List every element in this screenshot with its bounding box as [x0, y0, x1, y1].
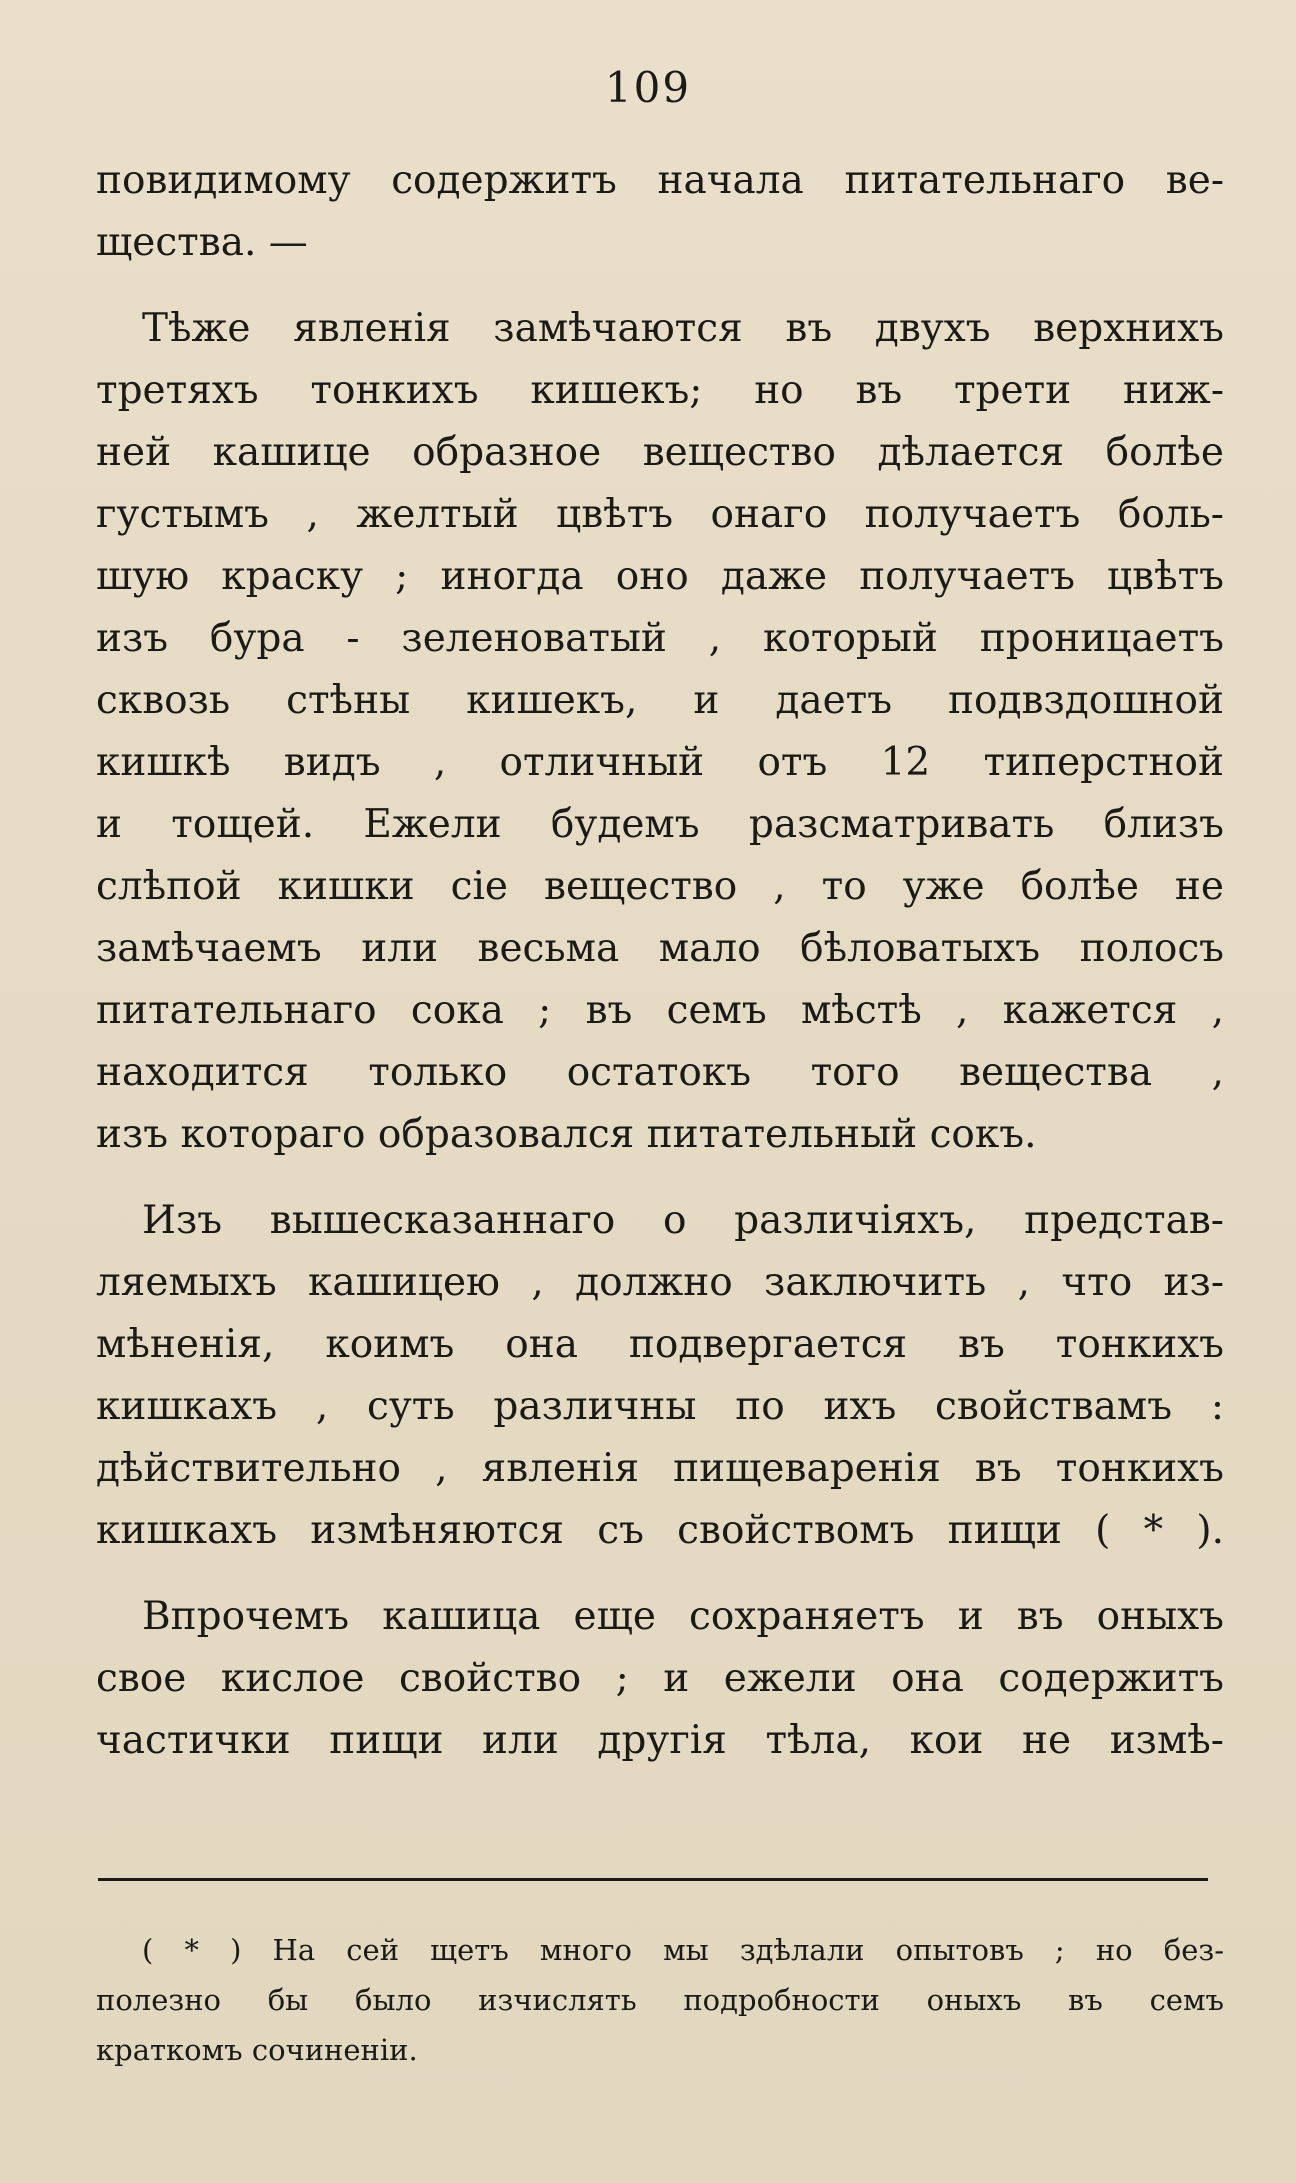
text-line: Впрочемъ кашица еще сохраняетъ и въ оныхъ — [142, 1594, 1224, 1639]
text-line: изъ котораго образовался питательный сокъ. — [96, 1112, 1037, 1157]
text-line: и тощей. Ежели будемъ разсматривать близъ — [96, 802, 1224, 847]
footnote-line: полезно бы было изчислять подробности оныхъ въ семъ — [96, 1983, 1224, 2017]
text-line: щества. — — [96, 220, 308, 265]
text-line: ляемыхъ кашицею , должно заключить , что из- — [96, 1260, 1224, 1305]
footnote — [96, 1925, 1224, 2075]
paragraph-4 — [96, 1586, 1224, 1772]
text-line: свое кислое свойство ; и ежели она содержитъ — [96, 1656, 1224, 1701]
text-line: Тѣже явленія замѣчаются въ двухъ верхнихъ — [142, 306, 1224, 351]
paragraph-2 — [96, 298, 1224, 1166]
footnote-line: ( * ) На сей щетъ много мы здѣлали опытовъ ; но без- — [142, 1933, 1224, 1967]
text-line: дѣйствительно , явленія пищеваренія въ тонкихъ — [96, 1446, 1224, 1491]
text-line: находится только остатокъ того вещества , — [96, 1050, 1224, 1095]
paragraph-3 — [96, 1190, 1224, 1562]
text-line: слѣпой кишки сіе вещество , то уже болѣе не — [96, 864, 1224, 909]
body-text — [96, 150, 1224, 1772]
footnote-line: краткомъ сочиненіи. — [96, 2033, 418, 2067]
text-line: повидимому содержитъ начала питательнаго ве- — [96, 158, 1224, 203]
text-line: кишкахъ измѣняются съ свойствомъ пищи ( * ). — [96, 1508, 1224, 1553]
page-number: 109 — [604, 63, 692, 112]
text-line: густымъ , желтый цвѣтъ онаго получаетъ боль- — [96, 492, 1224, 537]
text-line: шую краску ; иногда оно даже получаетъ цвѣтъ — [96, 554, 1224, 599]
paragraph-1 — [96, 150, 1224, 274]
text-line: кишкѣ видъ , отличный отъ 12 типерстной — [96, 740, 1224, 785]
text-line: третяхъ тонкихъ кишекъ; но въ трети ниж- — [96, 368, 1224, 413]
text-line: сквозь стѣны кишекъ, и даетъ подвздошной — [96, 678, 1224, 723]
text-line: мѣненія, коимъ она подвергается въ тонкихъ — [96, 1322, 1224, 1367]
text-line: кишкахъ , суть различны по ихъ свойствамъ : — [96, 1384, 1224, 1429]
text-line: питательнаго сока ; въ семъ мѣстѣ , кажется , — [96, 988, 1224, 1033]
text-line: частички пищи или другія тѣла, кои не измѣ- — [96, 1718, 1224, 1763]
text-line: ней кашице образное вещество дѣлается болѣе — [96, 430, 1224, 475]
footnote-rule — [98, 1878, 1208, 1881]
text-line: замѣчаемъ или весьма мало бѣловатыхъ полосъ — [96, 926, 1224, 971]
text-line: изъ бура - зеленоватый , который проницаетъ — [96, 616, 1224, 661]
text-line: Изъ вышесказаннаго о различіяхъ, предстaв- — [142, 1198, 1224, 1243]
